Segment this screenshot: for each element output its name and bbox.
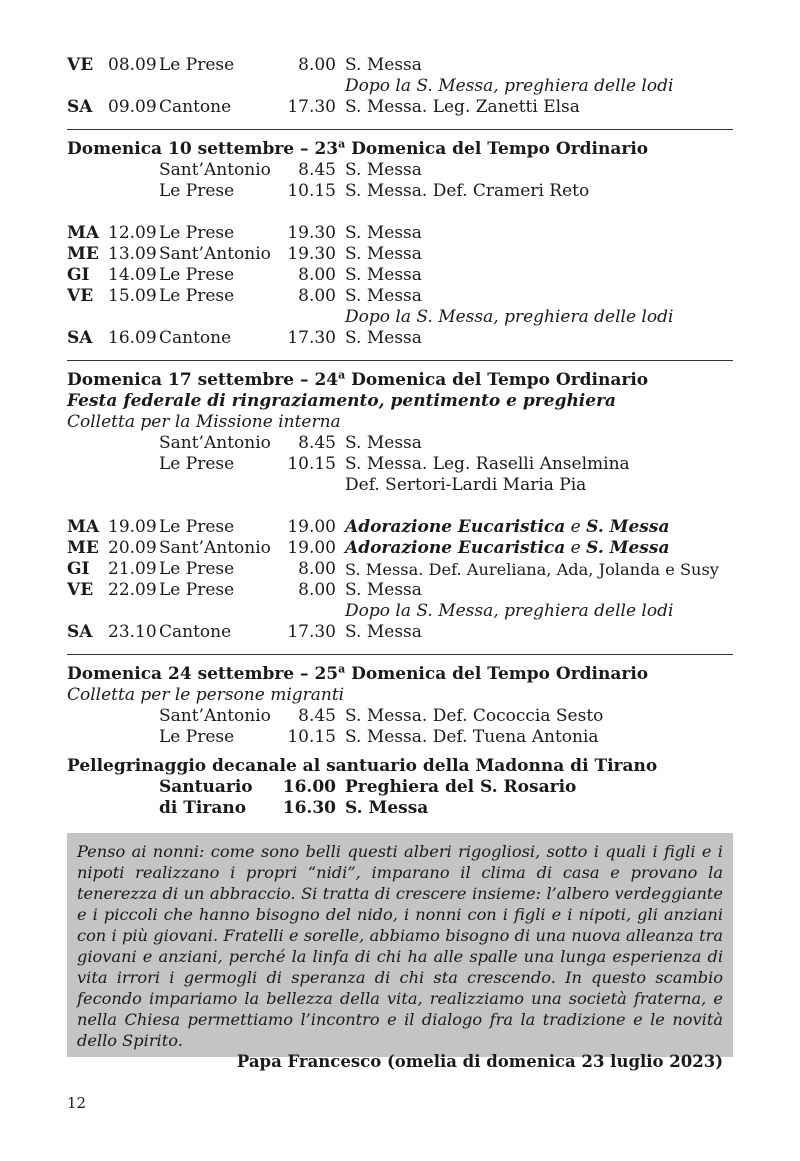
quote-box xyxy=(67,833,733,1071)
time: 10.15 xyxy=(287,727,336,747)
time: 19.00 xyxy=(287,538,336,558)
date: 13.09 xyxy=(108,244,157,264)
description: S. Messa. Def. Tuena Antonia xyxy=(345,727,599,747)
day-abbrev: ME xyxy=(67,538,99,558)
collection-note: Colletta per le persone migranti xyxy=(67,685,345,705)
schedule-row xyxy=(67,580,733,601)
conjunction: e xyxy=(565,538,587,558)
place: Cantone xyxy=(159,328,232,348)
description: S. Messa xyxy=(345,622,422,642)
place: Le Prese xyxy=(159,181,235,201)
schedule-row xyxy=(67,223,733,244)
divider xyxy=(67,360,733,361)
description: S. Messa xyxy=(345,580,422,600)
description xyxy=(345,517,669,538)
schedule-row xyxy=(67,55,733,76)
description: S. Messa xyxy=(345,798,429,818)
description: S. Messa xyxy=(345,223,422,243)
schedule-row xyxy=(67,328,733,349)
date: 08.09 xyxy=(108,55,157,75)
description: S. Messa. Def. Aureliana, Ada, Jolanda e Susy xyxy=(345,560,719,579)
sunday-heading xyxy=(67,664,733,685)
place: Sant’Antonio xyxy=(159,160,271,180)
heading-text: Domenica 10 settembre – 23 xyxy=(67,139,339,159)
day-abbrev: VE xyxy=(67,55,94,75)
feast-subheading: Festa federale di ringraziamento, pentimento e preghiera xyxy=(67,391,617,411)
place: Le Prese xyxy=(159,580,235,600)
schedule-note xyxy=(67,76,733,97)
schedule-note xyxy=(67,307,733,328)
date: 20.09 xyxy=(108,538,157,558)
schedule-row xyxy=(67,265,733,286)
time: 8.00 xyxy=(298,286,336,306)
heading-text: Domenica 17 settembre – 24 xyxy=(67,370,339,390)
schedule-row xyxy=(67,727,733,748)
schedule-row xyxy=(67,559,733,580)
heading-text: Domenica 24 settembre – 25 xyxy=(67,664,339,684)
place: Sant’Antonio xyxy=(159,433,271,453)
ordinal-sup: a xyxy=(338,662,346,676)
day-abbrev: GI xyxy=(67,265,90,285)
description: S. Messa xyxy=(345,265,422,285)
place: Sant’Antonio xyxy=(159,706,271,726)
time: 10.15 xyxy=(287,181,336,201)
place: Cantone xyxy=(159,622,232,642)
day-abbrev: MA xyxy=(67,223,100,243)
spacer xyxy=(67,202,733,223)
time: 19.00 xyxy=(287,517,336,537)
description: Preghiera del S. Rosario xyxy=(345,777,577,797)
sunday-heading xyxy=(67,370,733,391)
place: Santuario xyxy=(159,777,253,797)
time: 16.30 xyxy=(282,798,336,818)
quote-author: Papa Francesco (omelia di domenica 23 luglio 2023) xyxy=(236,1052,723,1071)
date: 15.09 xyxy=(108,286,157,306)
time: 8.00 xyxy=(298,55,336,75)
day-abbrev: ME xyxy=(67,244,99,264)
schedule-row xyxy=(67,433,733,454)
spacer xyxy=(67,496,733,517)
place: Le Prese xyxy=(159,286,235,306)
schedule-row xyxy=(67,517,733,538)
description: S. Messa xyxy=(345,55,422,75)
schedule-row xyxy=(67,622,733,643)
schedule-row xyxy=(67,798,733,819)
day-abbrev: SA xyxy=(67,97,93,117)
adoration-label: Adorazione Eucaristica xyxy=(345,517,566,537)
time: 17.30 xyxy=(287,97,336,117)
description xyxy=(345,538,669,559)
conjunction: e xyxy=(565,517,587,537)
quote-text: Penso ai nonni: come sono belli questi alberi rigogliosi, sotto i quali i figli e i nipoti realizzano i propri “nidi”, imparano il clima di casa e provano la tenerezza di un abbraccio. Si tratta di crescere insieme: l’albero verdeggiante e i piccoli che hanno bisogno del nido, i nonni con i figli e i nipoti, gli anziani con i più giovani. Fratelli e sorelle, abbiamo bisogno di una nuova alleanza tra giovani e anziani, perché la linfa di chi ha alle spalle una lunga esperienza di vita irrori i germogli di speranza di chi sta crescendo. In questo scambio fecondo impariamo la bellezza della vita, realizziamo una società fraterna, e nella Chiesa permettiamo l’incontro e il dialogo fra la tradizione e le novità dello Spirito. xyxy=(77,842,723,1050)
schedule-row xyxy=(67,454,733,475)
schedule-row xyxy=(67,706,733,727)
description: S. Messa. Leg. Zanetti Elsa xyxy=(345,97,580,117)
heading-text: Domenica del Tempo Ordinario xyxy=(345,139,649,159)
day-abbrev: VE xyxy=(67,580,94,600)
place: Cantone xyxy=(159,97,232,117)
description: S. Messa xyxy=(345,433,422,453)
schedule-row xyxy=(67,286,733,307)
date: 09.09 xyxy=(108,97,157,117)
description: S. Messa xyxy=(345,328,422,348)
schedule-page xyxy=(67,55,733,819)
divider xyxy=(67,129,733,130)
place: Le Prese xyxy=(159,223,235,243)
heading-text: Domenica del Tempo Ordinario xyxy=(345,664,649,684)
description: Def. Sertori-Lardi Maria Pia xyxy=(345,475,587,495)
note: Dopo la S. Messa, preghiera delle lodi xyxy=(345,601,674,621)
time: 8.00 xyxy=(298,265,336,285)
pilgrimage-heading: Pellegrinaggio decanale al santuario della Madonna di Tirano xyxy=(67,756,658,776)
schedule-note xyxy=(67,601,733,622)
mass-label: S. Messa xyxy=(586,538,670,558)
time: 8.00 xyxy=(298,559,336,579)
day-abbrev: SA xyxy=(67,328,93,348)
day-abbrev: MA xyxy=(67,517,100,537)
ordinal-sup: a xyxy=(338,137,346,151)
place: Le Prese xyxy=(159,727,235,747)
day-abbrev: VE xyxy=(67,286,94,306)
place: Le Prese xyxy=(159,559,235,579)
description: S. Messa xyxy=(345,244,422,264)
time: 17.30 xyxy=(287,328,336,348)
schedule-row xyxy=(67,538,733,559)
schedule-row xyxy=(67,475,733,496)
description: S. Messa xyxy=(345,160,422,180)
place: di Tirano xyxy=(159,798,247,818)
place: Le Prese xyxy=(159,265,235,285)
schedule-row xyxy=(67,777,733,798)
note: Dopo la S. Messa, preghiera delle lodi xyxy=(345,76,674,96)
schedule-row xyxy=(67,160,733,181)
time: 10.15 xyxy=(287,454,336,474)
divider xyxy=(67,654,733,655)
date: 14.09 xyxy=(108,265,157,285)
time: 8.45 xyxy=(298,706,336,726)
schedule-row xyxy=(67,244,733,265)
description: S. Messa. Leg. Raselli Anselmina xyxy=(345,454,630,474)
description: S. Messa. Def. Crameri Reto xyxy=(345,181,590,201)
sunday-heading xyxy=(67,139,733,160)
description: S. Messa xyxy=(345,286,422,306)
place: Le Prese xyxy=(159,55,235,75)
date: 16.09 xyxy=(108,328,157,348)
date: 21.09 xyxy=(108,559,157,579)
place: Sant’Antonio xyxy=(159,538,271,558)
description: S. Messa. Def. Cococcia Sesto xyxy=(345,706,604,726)
place: Sant’Antonio xyxy=(159,244,271,264)
collection-note: Colletta per la Missione interna xyxy=(67,412,341,432)
place: Le Prese xyxy=(159,454,235,474)
adoration-label: Adorazione Eucaristica xyxy=(345,538,566,558)
time: 19.30 xyxy=(287,223,336,243)
schedule-row xyxy=(67,97,733,118)
ordinal-sup: a xyxy=(338,368,346,382)
date: 23.10 xyxy=(108,622,157,642)
time: 16.00 xyxy=(282,777,336,797)
mass-label: S. Messa xyxy=(586,517,670,537)
day-abbrev: GI xyxy=(67,559,90,579)
time: 8.45 xyxy=(298,160,336,180)
heading-text: Domenica del Tempo Ordinario xyxy=(345,370,649,390)
note: Dopo la S. Messa, preghiera delle lodi xyxy=(345,307,674,327)
place: Le Prese xyxy=(159,517,235,537)
time: 17.30 xyxy=(287,622,336,642)
time: 8.00 xyxy=(298,580,336,600)
date: 19.09 xyxy=(108,517,157,537)
page-number: 12 xyxy=(67,1094,87,1112)
date: 22.09 xyxy=(108,580,157,600)
day-abbrev: SA xyxy=(67,622,93,642)
time: 19.30 xyxy=(287,244,336,264)
time: 8.45 xyxy=(298,433,336,453)
date: 12.09 xyxy=(108,223,157,243)
schedule-row xyxy=(67,181,733,202)
